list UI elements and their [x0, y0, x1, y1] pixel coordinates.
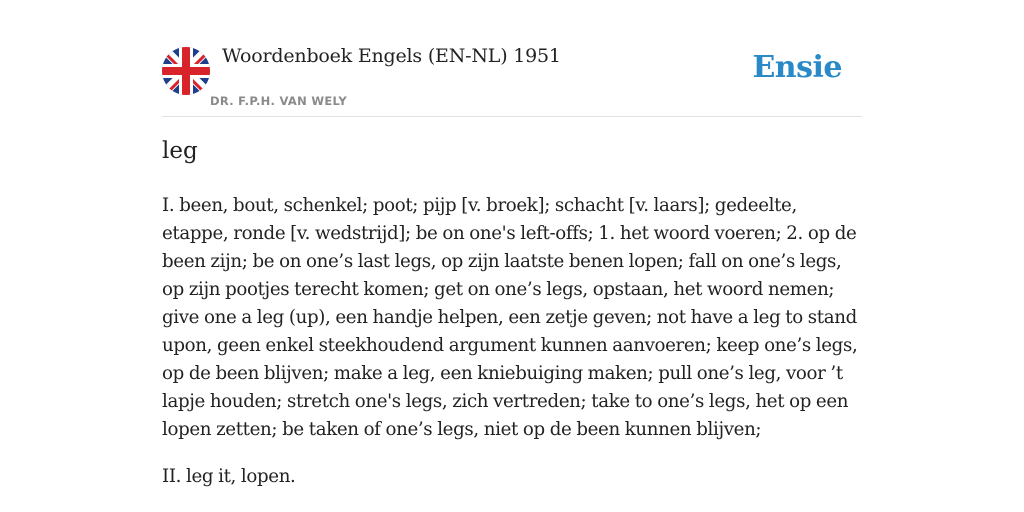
entry-headword: leg — [162, 138, 198, 164]
entry-definition — [162, 192, 862, 510]
dictionary-title[interactable]: Woordenboek Engels (EN-NL) 1951 — [222, 45, 561, 67]
uk-flag-icon — [162, 47, 210, 95]
dictionary-header — [162, 40, 862, 117]
dictionary-author: DR. F.P.H. VAN WELY — [210, 94, 347, 108]
definition-sense-1: I. been, bout, schenkel; poot; pijp [v. broek]; schacht [v. laars]; gedeelte, etappe, ronde [v. wedstrijd]; be on one's left-offs; 1. het woord voeren; 2. op de been zijn; be on one’s last legs, op zijn laatste benen lopen; fall on one’s legs, op zijn pootjes terecht komen; get on one’s legs, opstaan, het woord nemen; give one a leg (up), een handje helpen, een zetje geven; not have a leg to stand upon, geen enkel steekhoudend argument kunnen aanvoeren; keep one’s legs, op de been blijven; make a leg, een kniebuiging maken; pull one’s leg, voor ’t lapje houden; stretch one's legs, zich vertreden; take to one’s legs, het op een lopen zetten; be taken of one’s legs, niet op de been kunnen blijven; — [162, 195, 858, 440]
ensie-logo-link[interactable]: Ensie — [752, 50, 842, 85]
definition-sense-2: II. leg it, lopen. — [162, 466, 296, 487]
